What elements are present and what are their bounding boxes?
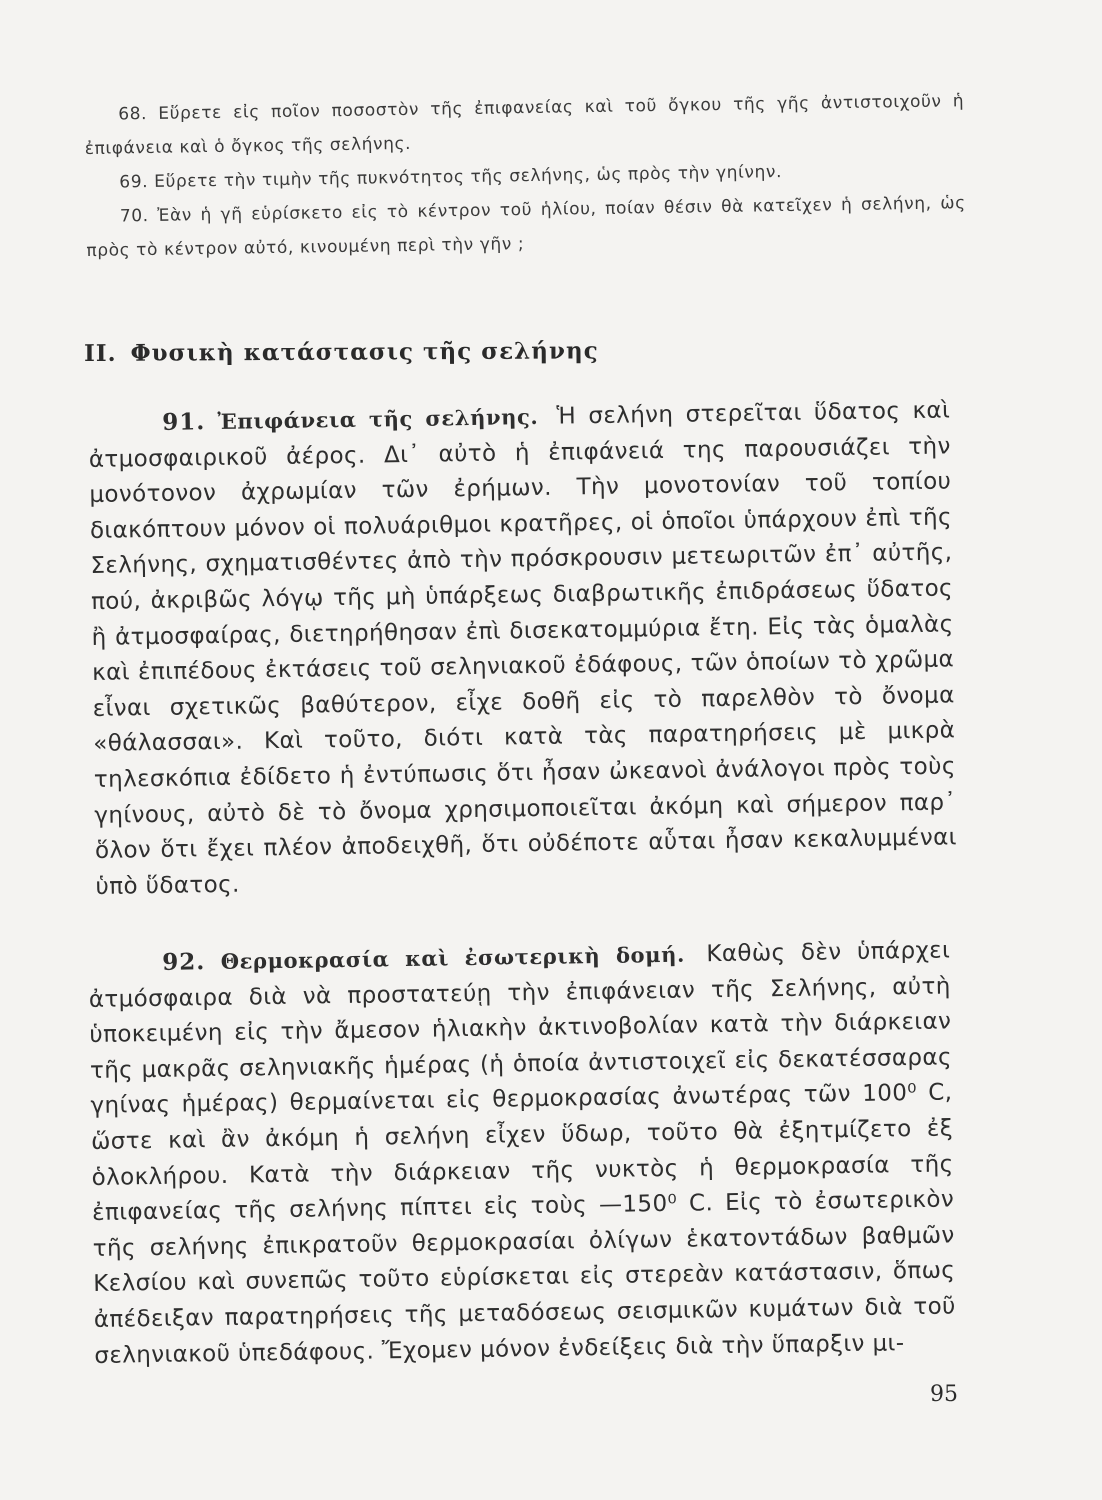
article-92 <box>88 932 957 1374</box>
article-91-paragraph <box>88 392 958 905</box>
page-number: 95 <box>930 1382 958 1407</box>
section-number: II. <box>84 339 117 367</box>
article-91-title: Ἐπιφάνεια τῆς σελήνης. <box>217 403 539 434</box>
article-91 <box>88 392 958 905</box>
section-heading <box>84 337 599 367</box>
article-92-text: Καθὼς δὲν ὑπάρχει ἀτμόσφαιρα διὰ νὰ προστατεύῃ τὴν ἐπιφάνειαν τῆς Σελήνης, αὐτὴ ὑποκειμένη εἰς τὴν ἄμεσον ἡλιακὴν ἀκτινοβολίαν κατὰ τὴν διάρκειαν τῆς μακρᾶς σεληνιακῆς ἡμέρας (ἡ ὁποία ἀντιστοιχεῖ εἰς δεκατέσσαρας γηίνας ἡμέρας) θερμαίνεται εἰς θερμοκρασίας ἀνωτέρας τῶν 100⁰ C, ὥστε καὶ ἂν ἀκόμη ἡ σελήνη εἶχεν ὕδωρ, τοῦτο θὰ ἐξητμίζετο ἐξ ὁλοκλήρου. Κατὰ τὴν διάρκειαν τῆς νυκτὸς ἡ θερμοκρασία τῆς ἐπιφανείας τῆς σελήνης πίπτει εἰς τοὺς —150⁰ C. Εἰς τὸ ἐσωτερικὸν τῆς σελήνης ἐπικρατοῦν θερμοκρασίαι ὀλίγων ἑκατοντάδων βαθμῶν Κελσίου καὶ συνεπῶς τοῦτο εὑρίσκεται εἰς στερεὰν κατάστασιν, ὅπως ἀπέδειξαν παρατηρήσεις τῆς μεταδόσεως σεισμικῶν κυμάτων διὰ τοῦ σεληνιακοῦ ὑπεδάφους. Ἔχομεν μόνον ἐνδείξεις διὰ τὴν ὕπαρξιν μι- <box>88 937 956 1369</box>
exercise-70: 70. Ἐὰν ἡ γῆ εὑρίσκετο εἰς τὸ κέντρον τοῦ ἡλίου, ποίαν θέσιν θὰ κατεῖχεν ἡ σελήνη, ὡς πρὸς τὸ κέντρον αὐτό, κινουμένη περὶ τὴν γῆν ; <box>86 193 966 261</box>
article-92-paragraph <box>88 932 957 1374</box>
section-title: Φυσικὴ κατάστασις τῆς σελήνης <box>130 337 599 367</box>
exercise-69: 69. Εὕρετε τὴν τιμὴν τῆς πυκνότητος τῆς σελήνης, ὡς πρὸς τὴν γηίνην. <box>119 162 783 193</box>
article-91-number: 91. <box>162 408 206 436</box>
exercise-68: 68. Εὕρετε εἰς ποῖον ποσοστὸν τῆς ἐπιφανείας καὶ τοῦ ὄγκου τῆς γῆς ἀντιστοιχοῦν ἡ ἐπιφάνεια καὶ ὁ ὄγκος τῆς σελήνης. <box>84 91 965 159</box>
article-92-number: 92. <box>162 948 206 976</box>
exercise-list <box>84 84 967 268</box>
article-91-text: Ἡ σελήνη στερεῖται ὕδατος καὶ ἀτμοσφαιρικοῦ ἀέρος. Δι᾿ αὐτὸ ἡ ἐπιφάνειά της παρουσιάζει τὴν μονότονον ἀχρωμίαν τῶν ἐρήμων. Τὴν μονοτονίαν τοῦ τοπίου διακόπτουν μόνον οἱ πολυάριθμοι κρατῆρες, οἱ ὁποῖοι ὑπάρχουν ἐπὶ τῆς Σελήνης, σχηματισθέντες ἀπὸ τὴν πρόσκρουσιν μετεωριτῶν ἐπ᾿ αὐτῆς, πού, ἀκριβῶς λόγῳ τῆς μὴ ὑπάρξεως διαβρωτικῆς ἐπιδράσεως ὕδατος ἢ ἀτμοσφαίρας, διετηρήθησαν ἐπὶ δισεκατομμύρια ἔτη. Εἰς τὰς ὁμαλὰς καὶ ἐπιπέδους ἐκτάσεις τοῦ σεληνιακοῦ ἐδάφους, τῶν ὁποίων τὸ χρῶμα εἶναι σχετικῶς βαθύτερον, εἶχε δοθῆ εἰς τὸ παρελθὸν τὸ ὄνομα «θάλασσαι». Καὶ τοῦτο, διότι κατὰ τὰς παρατηρήσεις μὲ μικρὰ τηλεσκόπια ἐδίδετο ἡ ἐντύπωσις ὅτι ἦσαν ὠκεανοὶ ἀνάλογοι πρὸς τοὺς γηίνους, αὐτὸ δὲ τὸ ὄνομα χρησιμοποιεῖται ἀκόμη καὶ σήμερον παρ᾿ ὅλον ὅτι ἔχει πλέον ἀποδειχθῆ, ὅτι οὐδέποτε αὗται ἦσαν κεκαλυμμέναι ὑπὸ ὕδατος. <box>88 397 958 900</box>
article-92-title: Θερμοκρασία καὶ ἐσωτερικὴ δομή. <box>220 941 686 974</box>
